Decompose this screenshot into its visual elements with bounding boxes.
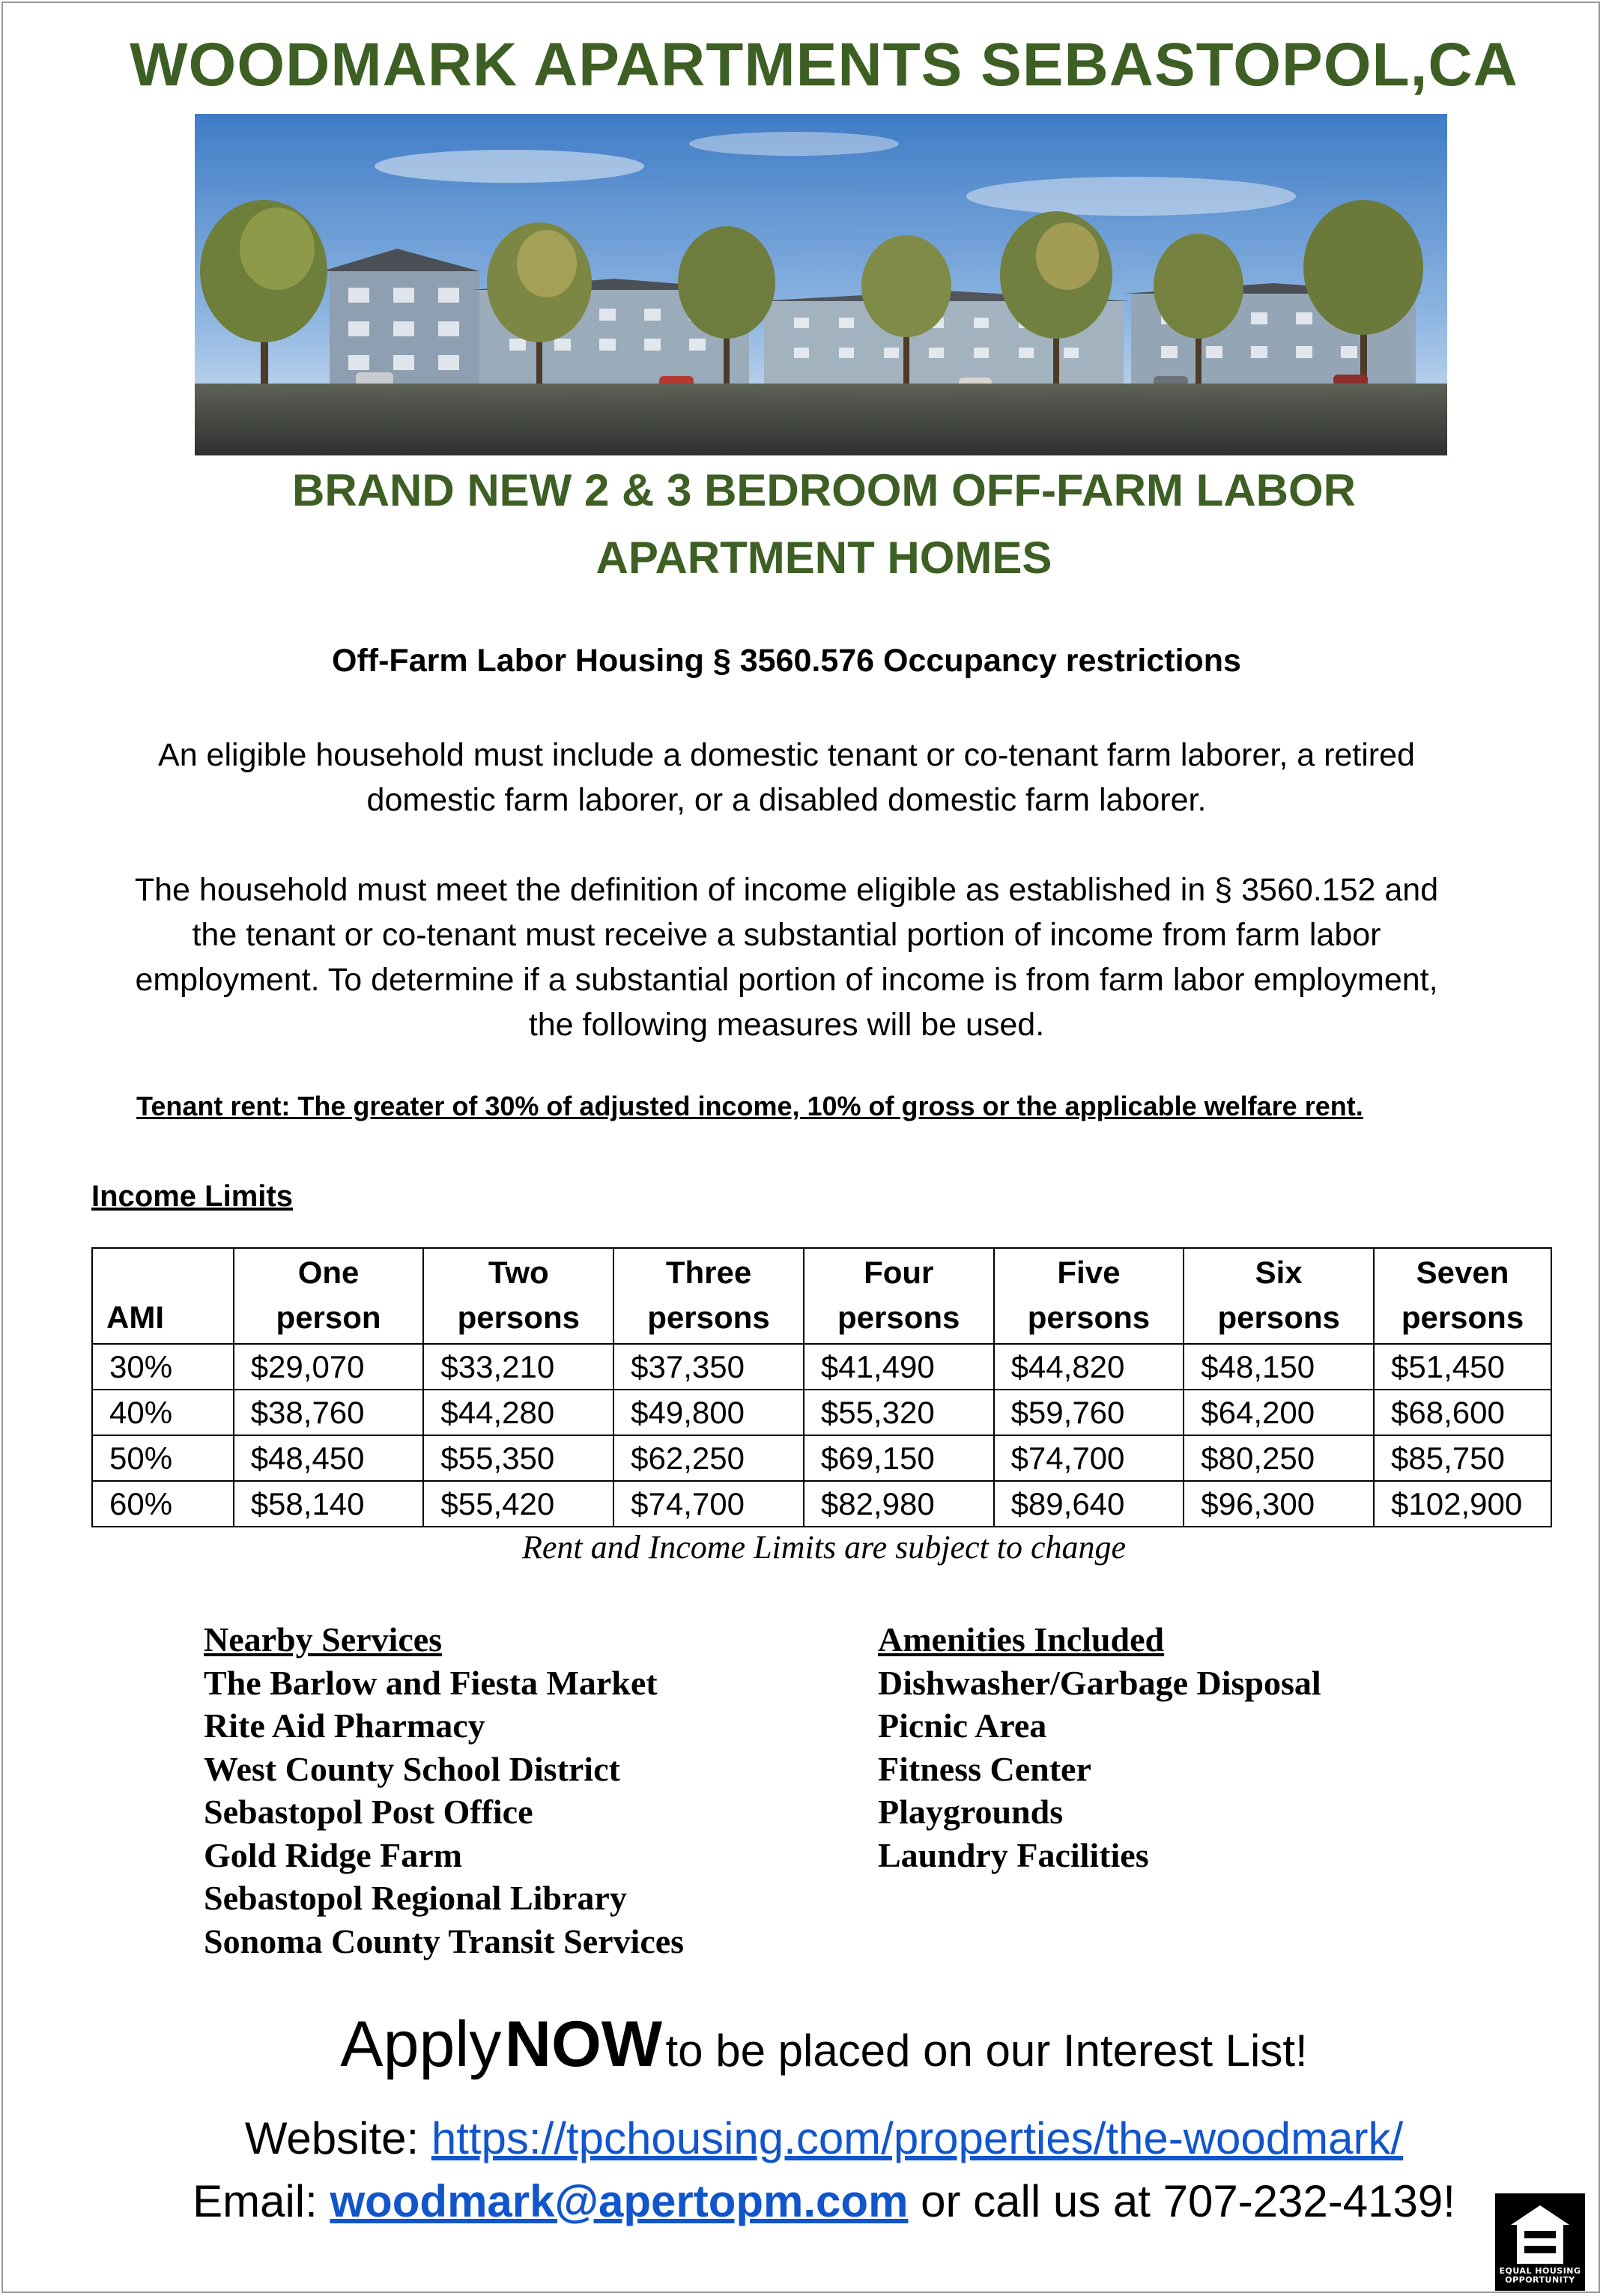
table-cell: $48,150 xyxy=(1184,1344,1374,1390)
table-cell: $33,210 xyxy=(423,1344,613,1390)
list-item: The Barlow and Fiesta Market xyxy=(204,1663,658,1702)
amenities-heading: Amenities Included xyxy=(878,1620,1165,1659)
list-item: Rite Aid Pharmacy xyxy=(204,1706,485,1745)
email-link[interactable]: woodmark@apertopm.com xyxy=(330,2176,909,2226)
equal-housing-logo xyxy=(1495,2193,1585,2291)
list-item: Gold Ridge Farm xyxy=(204,1835,462,1874)
list-item: Playgrounds xyxy=(878,1793,1064,1831)
email-label: Email: xyxy=(193,2176,318,2226)
regulation-heading: Off-Farm Labor Housing § 3560.576 Occupancy restrictions xyxy=(332,643,1241,679)
income-limits-label: Income Limits xyxy=(91,1180,293,1213)
list-item: Sebastopol Post Office xyxy=(204,1793,533,1831)
logo-text-line-2: OPPORTUNITY xyxy=(1505,2275,1575,2285)
table-cell: $58,140 xyxy=(234,1481,424,1527)
table-cell: $102,900 xyxy=(1374,1481,1551,1527)
table-cell: $38,760 xyxy=(234,1390,424,1435)
income-eligibility-paragraph xyxy=(15,867,1558,1047)
list-item: Laundry Facilities xyxy=(878,1835,1149,1874)
website-label: Website: xyxy=(244,2113,419,2163)
eligibility-line: domestic farm laborer, or a disabled domestic farm laborer. xyxy=(366,782,1207,818)
headline-line-1: BRAND NEW 2 & 3 BEDROOM OFF-FARM LABOR xyxy=(292,465,1356,515)
table-cell: $85,750 xyxy=(1374,1435,1551,1481)
list-item: Dishwasher/Garbage Disposal xyxy=(878,1663,1321,1702)
apartment-rendering-image xyxy=(195,114,1447,455)
table-cell: $44,280 xyxy=(423,1390,613,1435)
table-cell: $44,820 xyxy=(994,1344,1184,1390)
column-header-four-persons: Four persons xyxy=(804,1248,994,1344)
table-cell: $51,450 xyxy=(1374,1344,1551,1390)
income-eligibility-line: The household must meet the definition of income eligible as established in § 3560.152 and xyxy=(134,872,1439,908)
apply-word: Apply xyxy=(340,2008,502,2080)
headline-line-2: APARTMENT HOMES xyxy=(596,533,1052,583)
table-cell: $82,980 xyxy=(804,1481,994,1527)
table-cell: $55,320 xyxy=(804,1390,994,1435)
table-cell: $29,070 xyxy=(234,1344,424,1390)
table-cell: $55,420 xyxy=(423,1481,613,1527)
column-header-five-persons: Five persons xyxy=(994,1248,1184,1344)
nearby-services-list xyxy=(204,1618,684,1963)
apply-now-banner xyxy=(0,2008,1603,2082)
table-cell: $55,350 xyxy=(423,1435,613,1481)
amenities-list xyxy=(878,1618,1321,1877)
table-cell: $62,250 xyxy=(613,1435,804,1481)
list-item: Sonoma County Transit Services xyxy=(204,1921,685,1960)
income-limits-table xyxy=(91,1247,1552,1527)
interest-list-text: to be placed on our Interest List! xyxy=(665,2026,1308,2076)
table-cell: 60% xyxy=(92,1481,234,1527)
income-eligibility-line: the tenant or co-tenant must receive a substantial portion of income from farm labor xyxy=(192,917,1381,953)
table-cell: $80,250 xyxy=(1184,1435,1374,1481)
column-header-seven-persons: Seven persons xyxy=(1374,1248,1551,1344)
nearby-services-heading: Nearby Services xyxy=(204,1620,443,1659)
table-cell: $89,640 xyxy=(994,1481,1184,1527)
table-cell: 30% xyxy=(92,1344,234,1390)
table-cell: $37,350 xyxy=(613,1344,804,1390)
list-item: Fitness Center xyxy=(878,1749,1091,1788)
income-eligibility-line: the following measures will be used. xyxy=(528,1007,1045,1043)
table-cell: $74,700 xyxy=(613,1481,804,1527)
eligibility-paragraph xyxy=(15,733,1558,823)
table-cell: $74,700 xyxy=(994,1435,1184,1481)
phone-text: or call us at 707-232-4139! xyxy=(921,2176,1455,2226)
email-line xyxy=(0,2175,1603,2227)
table-cell: $41,490 xyxy=(804,1344,994,1390)
table-cell: $48,450 xyxy=(234,1435,424,1481)
page-title: WOODMARK APARTMENTS SEBASTOPOL,CA xyxy=(130,31,1518,99)
logo-text-line-1: EQUAL HOUSING xyxy=(1499,2266,1581,2276)
column-header-six-persons: Six persons xyxy=(1184,1248,1374,1344)
table-cell: 50% xyxy=(92,1435,234,1481)
table-header-row xyxy=(92,1248,1551,1344)
column-header-one-person: One person xyxy=(234,1248,424,1344)
table-cell: $69,150 xyxy=(804,1435,994,1481)
eligibility-line: An eligible household must include a domestic tenant or co-tenant farm laborer, a retired xyxy=(158,737,1415,773)
table-cell: $68,600 xyxy=(1374,1390,1551,1435)
table-cell: $96,300 xyxy=(1184,1481,1374,1527)
house-icon xyxy=(1508,2202,1572,2267)
table-row xyxy=(92,1390,1551,1435)
column-header-ami: AMI xyxy=(92,1248,234,1344)
table-row xyxy=(92,1481,1551,1527)
limits-change-note: Rent and Income Limits are subject to change xyxy=(521,1529,1127,1566)
table-cell: $49,800 xyxy=(613,1390,804,1435)
income-eligibility-line: employment. To determine if a substantial portion of income is from farm labor employment, xyxy=(135,962,1438,998)
table-cell: $59,760 xyxy=(994,1390,1184,1435)
website-line xyxy=(0,2112,1603,2164)
column-header-two-persons: Two persons xyxy=(423,1248,613,1344)
tenant-rent-note: Tenant rent: The greater of 30% of adjusted income, 10% of gross or the applicable welfare rent. xyxy=(136,1091,1363,1121)
table-row xyxy=(92,1435,1551,1481)
table-cell: $64,200 xyxy=(1184,1390,1374,1435)
website-link[interactable]: https://tpchousing.com/properties/the-woodmark/ xyxy=(431,2113,1404,2163)
list-item: West County School District xyxy=(204,1749,620,1788)
list-item: Sebastopol Regional Library xyxy=(204,1879,627,1917)
column-header-three-persons: Three persons xyxy=(613,1248,804,1344)
table-row xyxy=(92,1344,1551,1390)
list-item: Picnic Area xyxy=(878,1706,1047,1745)
now-word: NOW xyxy=(504,2008,663,2080)
table-cell: 40% xyxy=(92,1390,234,1435)
